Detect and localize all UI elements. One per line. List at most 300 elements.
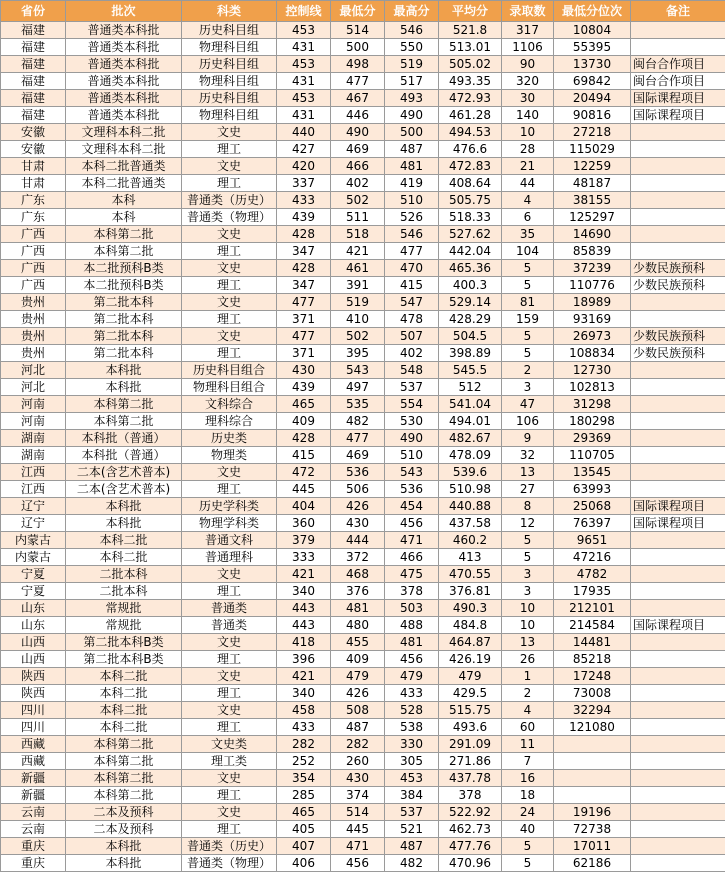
cell-subject: 文史 [182, 328, 277, 345]
cell-batch: 本科批 [66, 379, 182, 396]
table-row [1, 566, 725, 583]
cell-note [631, 821, 725, 838]
cell-min-score: 395 [331, 345, 385, 362]
cell-subject: 物理科目组 [182, 39, 277, 56]
cell-note [631, 566, 725, 583]
cell-admitted: 18 [502, 787, 554, 804]
cell-note: 少数民族预科 [631, 277, 725, 294]
cell-control-line: 428 [277, 430, 331, 447]
cell-batch: 本科批（普通） [66, 430, 182, 447]
cell-admitted: 12 [502, 515, 554, 532]
cell-province: 内蒙古 [1, 532, 66, 549]
cell-avg-score: 400.3 [439, 277, 502, 294]
cell-note [631, 243, 725, 260]
table-row [1, 787, 725, 804]
cell-min-rank: 73008 [554, 685, 631, 702]
cell-subject: 理工 [182, 277, 277, 294]
cell-min-score: 468 [331, 566, 385, 583]
cell-max-score: 526 [385, 209, 439, 226]
cell-max-score: 456 [385, 515, 439, 532]
cell-min-score: 410 [331, 311, 385, 328]
cell-batch: 普通类本科批 [66, 56, 182, 73]
cell-province: 福建 [1, 39, 66, 56]
cell-admitted: 21 [502, 158, 554, 175]
cell-min-score: 409 [331, 651, 385, 668]
cell-min-score: 446 [331, 107, 385, 124]
table-row [1, 107, 725, 124]
cell-avg-score: 398.89 [439, 345, 502, 362]
cell-max-score: 487 [385, 141, 439, 158]
cell-min-score: 536 [331, 464, 385, 481]
cell-admitted: 44 [502, 175, 554, 192]
cell-note [631, 651, 725, 668]
cell-batch: 本科二批普通类 [66, 158, 182, 175]
cell-admitted: 27 [502, 481, 554, 498]
cell-admitted: 60 [502, 719, 554, 736]
cell-min-score: 426 [331, 685, 385, 702]
cell-min-rank: 110705 [554, 447, 631, 464]
cell-batch: 本科批 [66, 838, 182, 855]
table-row [1, 328, 725, 345]
cell-avg-score: 472.83 [439, 158, 502, 175]
cell-control-line: 285 [277, 787, 331, 804]
cell-note: 国际课程项目 [631, 515, 725, 532]
cell-subject: 历史类 [182, 430, 277, 447]
cell-admitted: 320 [502, 73, 554, 90]
cell-min-score: 498 [331, 56, 385, 73]
cell-avg-score: 522.92 [439, 804, 502, 821]
cell-control-line: 477 [277, 294, 331, 311]
cell-avg-score: 494.53 [439, 124, 502, 141]
table-row [1, 141, 725, 158]
cell-admitted: 5 [502, 277, 554, 294]
cell-avg-score: 539.6 [439, 464, 502, 481]
cell-batch: 本科第二批 [66, 736, 182, 753]
cell-control-line: 418 [277, 634, 331, 651]
cell-note [631, 192, 725, 209]
cell-note [631, 430, 725, 447]
cell-min-rank: 17248 [554, 668, 631, 685]
cell-note: 国际课程项目 [631, 617, 725, 634]
cell-note [631, 175, 725, 192]
cell-admitted: 40 [502, 821, 554, 838]
cell-control-line: 409 [277, 413, 331, 430]
cell-max-score: 538 [385, 719, 439, 736]
cell-batch: 二本及预科 [66, 821, 182, 838]
cell-batch: 本科批（普通） [66, 447, 182, 464]
header-province: 省份 [1, 1, 66, 22]
cell-batch: 本科批 [66, 498, 182, 515]
cell-batch: 本二批预科B类 [66, 277, 182, 294]
cell-control-line: 379 [277, 532, 331, 549]
cell-max-score: 503 [385, 600, 439, 617]
table-row [1, 515, 725, 532]
cell-admitted: 106 [502, 413, 554, 430]
cell-control-line: 420 [277, 158, 331, 175]
cell-note: 少数民族预科 [631, 260, 725, 277]
cell-min-score: 466 [331, 158, 385, 175]
cell-min-rank: 14690 [554, 226, 631, 243]
cell-max-score: 521 [385, 821, 439, 838]
cell-max-score: 305 [385, 753, 439, 770]
cell-min-rank: 125297 [554, 209, 631, 226]
cell-admitted: 13 [502, 464, 554, 481]
cell-max-score: 550 [385, 39, 439, 56]
cell-subject: 文史 [182, 260, 277, 277]
cell-control-line: 405 [277, 821, 331, 838]
cell-min-rank: 37239 [554, 260, 631, 277]
cell-max-score: 330 [385, 736, 439, 753]
cell-note [631, 532, 725, 549]
cell-admitted: 10 [502, 617, 554, 634]
cell-avg-score: 494.01 [439, 413, 502, 430]
cell-max-score: 482 [385, 855, 439, 872]
cell-batch: 本科 [66, 192, 182, 209]
cell-avg-score: 478.09 [439, 447, 502, 464]
cell-avg-score: 461.28 [439, 107, 502, 124]
cell-min-rank: 102813 [554, 379, 631, 396]
cell-province: 新疆 [1, 770, 66, 787]
cell-avg-score: 484.8 [439, 617, 502, 634]
cell-admitted: 5 [502, 838, 554, 855]
cell-subject: 文史 [182, 294, 277, 311]
cell-min-score: 282 [331, 736, 385, 753]
cell-province: 福建 [1, 22, 66, 39]
cell-min-rank [554, 736, 631, 753]
cell-control-line: 443 [277, 600, 331, 617]
cell-subject: 文科综合 [182, 396, 277, 413]
cell-note [631, 702, 725, 719]
cell-province: 内蒙古 [1, 549, 66, 566]
cell-note: 国际课程项目 [631, 107, 725, 124]
cell-province: 云南 [1, 804, 66, 821]
cell-province: 贵州 [1, 328, 66, 345]
cell-max-score: 536 [385, 481, 439, 498]
cell-note [631, 838, 725, 855]
table-row [1, 345, 725, 362]
cell-avg-score: 378 [439, 787, 502, 804]
cell-min-score: 445 [331, 821, 385, 838]
cell-min-score: 374 [331, 787, 385, 804]
cell-avg-score: 529.14 [439, 294, 502, 311]
cell-subject: 理工 [182, 175, 277, 192]
cell-note [631, 294, 725, 311]
cell-note [631, 379, 725, 396]
cell-admitted: 28 [502, 141, 554, 158]
cell-min-rank: 63993 [554, 481, 631, 498]
cell-min-score: 471 [331, 838, 385, 855]
cell-min-score: 506 [331, 481, 385, 498]
table-row [1, 311, 725, 328]
cell-note [631, 770, 725, 787]
cell-max-score: 475 [385, 566, 439, 583]
cell-subject: 理工 [182, 651, 277, 668]
cell-max-score: 517 [385, 73, 439, 90]
cell-admitted: 13 [502, 634, 554, 651]
cell-min-score: 481 [331, 600, 385, 617]
cell-subject: 历史科目组 [182, 90, 277, 107]
cell-control-line: 472 [277, 464, 331, 481]
cell-control-line: 428 [277, 226, 331, 243]
table-row [1, 719, 725, 736]
cell-min-score: 391 [331, 277, 385, 294]
cell-note [631, 583, 725, 600]
cell-province: 西藏 [1, 753, 66, 770]
cell-min-score: 426 [331, 498, 385, 515]
cell-note: 闽台合作项目 [631, 73, 725, 90]
cell-min-score: 482 [331, 413, 385, 430]
cell-avg-score: 271.86 [439, 753, 502, 770]
cell-batch: 二批本科 [66, 583, 182, 600]
cell-max-score: 402 [385, 345, 439, 362]
cell-min-score: 461 [331, 260, 385, 277]
cell-province: 河北 [1, 379, 66, 396]
cell-province: 福建 [1, 90, 66, 107]
cell-max-score: 490 [385, 107, 439, 124]
cell-subject: 理工 [182, 685, 277, 702]
cell-avg-score: 504.5 [439, 328, 502, 345]
cell-min-rank: 121080 [554, 719, 631, 736]
cell-batch: 本科二批 [66, 532, 182, 549]
cell-batch: 二本及预科 [66, 804, 182, 821]
cell-subject: 历史学科类 [182, 498, 277, 515]
cell-note [631, 804, 725, 821]
cell-control-line: 430 [277, 362, 331, 379]
cell-avg-score: 493.6 [439, 719, 502, 736]
cell-note [631, 311, 725, 328]
cell-admitted: 7 [502, 753, 554, 770]
cell-subject: 文史 [182, 158, 277, 175]
cell-control-line: 406 [277, 855, 331, 872]
cell-province: 贵州 [1, 311, 66, 328]
table-row [1, 260, 725, 277]
cell-min-rank: 76397 [554, 515, 631, 532]
cell-subject: 物理科目组 [182, 107, 277, 124]
header-min-score: 最低分 [331, 1, 385, 22]
cell-province: 广东 [1, 209, 66, 226]
cell-batch: 本科第二批 [66, 226, 182, 243]
cell-min-rank [554, 753, 631, 770]
cell-min-rank: 90816 [554, 107, 631, 124]
table-row [1, 549, 725, 566]
cell-batch: 第二批本科 [66, 328, 182, 345]
cell-subject: 文史 [182, 804, 277, 821]
cell-avg-score: 476.6 [439, 141, 502, 158]
cell-control-line: 453 [277, 22, 331, 39]
cell-subject: 理工 [182, 787, 277, 804]
table-row [1, 56, 725, 73]
cell-control-line: 477 [277, 328, 331, 345]
cell-control-line: 453 [277, 90, 331, 107]
cell-control-line: 340 [277, 685, 331, 702]
header-min-rank: 最低分位次 [554, 1, 631, 22]
cell-province: 河南 [1, 413, 66, 430]
cell-note [631, 226, 725, 243]
cell-min-rank: 17935 [554, 583, 631, 600]
cell-admitted: 5 [502, 532, 554, 549]
cell-max-score: 433 [385, 685, 439, 702]
cell-control-line: 428 [277, 260, 331, 277]
cell-avg-score: 408.64 [439, 175, 502, 192]
cell-note: 国际课程项目 [631, 90, 725, 107]
cell-min-rank: 18989 [554, 294, 631, 311]
table-row [1, 532, 725, 549]
cell-max-score: 537 [385, 379, 439, 396]
cell-province: 福建 [1, 73, 66, 90]
cell-subject: 文史 [182, 770, 277, 787]
cell-min-rank: 47216 [554, 549, 631, 566]
cell-batch: 普通类本科批 [66, 73, 182, 90]
cell-max-score: 546 [385, 226, 439, 243]
cell-control-line: 433 [277, 719, 331, 736]
table-row [1, 158, 725, 175]
cell-max-score: 548 [385, 362, 439, 379]
cell-batch: 本科第二批 [66, 770, 182, 787]
cell-province: 宁夏 [1, 566, 66, 583]
cell-control-line: 427 [277, 141, 331, 158]
cell-province: 广西 [1, 226, 66, 243]
cell-min-rank: 20494 [554, 90, 631, 107]
table-row [1, 481, 725, 498]
cell-min-rank: 4782 [554, 566, 631, 583]
cell-province: 陕西 [1, 668, 66, 685]
cell-note [631, 396, 725, 413]
cell-min-score: 535 [331, 396, 385, 413]
cell-min-score: 500 [331, 39, 385, 56]
cell-min-rank: 13730 [554, 56, 631, 73]
cell-note [631, 685, 725, 702]
cell-avg-score: 442.04 [439, 243, 502, 260]
cell-min-score: 421 [331, 243, 385, 260]
cell-province: 湖南 [1, 430, 66, 447]
cell-province: 安徽 [1, 141, 66, 158]
cell-province: 河北 [1, 362, 66, 379]
cell-min-rank: 69842 [554, 73, 631, 90]
cell-province: 宁夏 [1, 583, 66, 600]
cell-min-rank: 72738 [554, 821, 631, 838]
cell-batch: 本科第二批 [66, 413, 182, 430]
cell-note [631, 124, 725, 141]
table-row [1, 209, 725, 226]
cell-avg-score: 510.98 [439, 481, 502, 498]
cell-subject: 历史科目组 [182, 22, 277, 39]
cell-avg-score: 465.36 [439, 260, 502, 277]
cell-batch: 本科第二批 [66, 753, 182, 770]
header-row [1, 1, 725, 22]
table-row [1, 651, 725, 668]
cell-avg-score: 437.78 [439, 770, 502, 787]
cell-max-score: 456 [385, 651, 439, 668]
cell-province: 新疆 [1, 787, 66, 804]
cell-subject: 理工 [182, 481, 277, 498]
cell-avg-score: 464.87 [439, 634, 502, 651]
cell-min-rank: 38155 [554, 192, 631, 209]
table-row [1, 90, 725, 107]
cell-note [631, 141, 725, 158]
cell-max-score: 419 [385, 175, 439, 192]
cell-note [631, 362, 725, 379]
cell-max-score: 493 [385, 90, 439, 107]
cell-subject: 普通类 [182, 600, 277, 617]
cell-control-line: 360 [277, 515, 331, 532]
cell-admitted: 159 [502, 311, 554, 328]
cell-min-score: 402 [331, 175, 385, 192]
cell-subject: 物理科目组 [182, 73, 277, 90]
cell-avg-score: 291.09 [439, 736, 502, 753]
cell-admitted: 5 [502, 345, 554, 362]
table-row [1, 736, 725, 753]
cell-avg-score: 429.5 [439, 685, 502, 702]
cell-min-score: 455 [331, 634, 385, 651]
cell-admitted: 2 [502, 362, 554, 379]
cell-note [631, 158, 725, 175]
cell-control-line: 354 [277, 770, 331, 787]
cell-province: 山东 [1, 617, 66, 634]
cell-min-rank: 31298 [554, 396, 631, 413]
cell-min-score: 479 [331, 668, 385, 685]
table-row [1, 379, 725, 396]
cell-subject: 理工类 [182, 753, 277, 770]
cell-min-rank: 26973 [554, 328, 631, 345]
cell-admitted: 32 [502, 447, 554, 464]
cell-subject: 理工 [182, 719, 277, 736]
cell-province: 辽宁 [1, 515, 66, 532]
cell-province: 河南 [1, 396, 66, 413]
cell-subject: 文史 [182, 702, 277, 719]
cell-note: 少数民族预科 [631, 345, 725, 362]
cell-max-score: 519 [385, 56, 439, 73]
cell-max-score: 490 [385, 430, 439, 447]
cell-control-line: 371 [277, 311, 331, 328]
cell-avg-score: 512 [439, 379, 502, 396]
cell-control-line: 347 [277, 243, 331, 260]
table-row [1, 192, 725, 209]
cell-min-rank: 108834 [554, 345, 631, 362]
cell-min-score: 469 [331, 447, 385, 464]
table-row [1, 770, 725, 787]
cell-batch: 本科第二批 [66, 396, 182, 413]
header-note: 备注 [631, 1, 725, 22]
table-row [1, 617, 725, 634]
cell-max-score: 478 [385, 311, 439, 328]
cell-avg-score: 428.29 [439, 311, 502, 328]
cell-avg-score: 490.3 [439, 600, 502, 617]
cell-avg-score: 513.01 [439, 39, 502, 56]
cell-admitted: 24 [502, 804, 554, 821]
cell-note [631, 855, 725, 872]
cell-note [631, 549, 725, 566]
cell-province: 江西 [1, 481, 66, 498]
header-control-line: 控制线 [277, 1, 331, 22]
cell-min-rank: 27218 [554, 124, 631, 141]
cell-subject: 文史 [182, 634, 277, 651]
cell-avg-score: 477.76 [439, 838, 502, 855]
cell-control-line: 433 [277, 192, 331, 209]
cell-province: 山西 [1, 651, 66, 668]
cell-subject: 普通理科 [182, 549, 277, 566]
cell-min-score: 430 [331, 770, 385, 787]
cell-note [631, 413, 725, 430]
table-row [1, 634, 725, 651]
cell-avg-score: 515.75 [439, 702, 502, 719]
cell-max-score: 554 [385, 396, 439, 413]
cell-batch: 常规批 [66, 600, 182, 617]
cell-control-line: 421 [277, 668, 331, 685]
cell-max-score: 530 [385, 413, 439, 430]
cell-subject: 物理学科类 [182, 515, 277, 532]
cell-batch: 本科第二批 [66, 243, 182, 260]
table-row [1, 821, 725, 838]
